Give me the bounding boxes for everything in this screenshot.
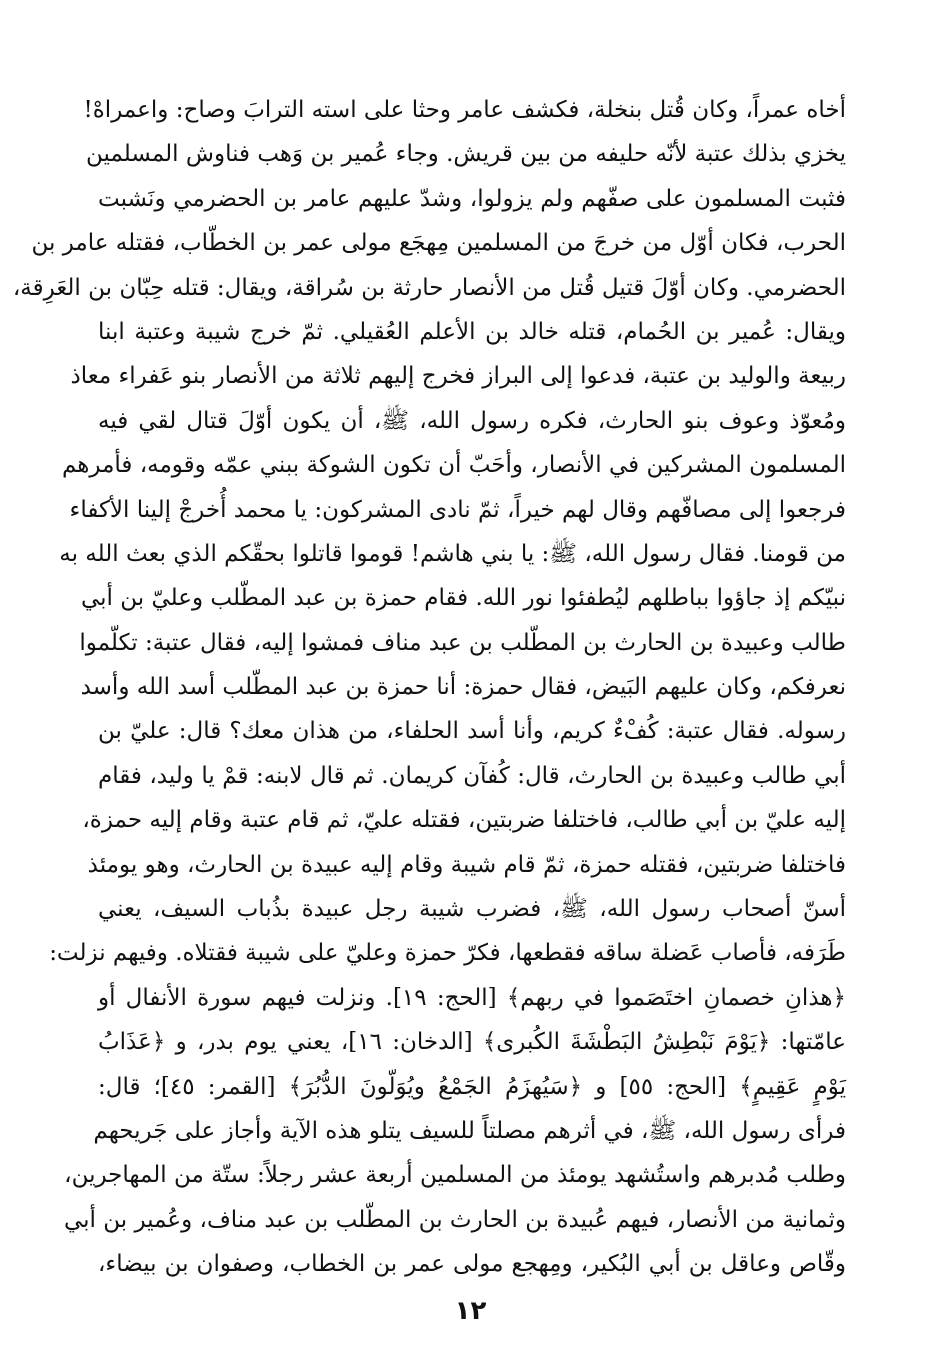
text-line: أبي طالب وعبيدة بن الحارث، قال: كُفآن كريمان. ثم قال لابنه: قمْ يا وليد، فقام bbox=[98, 762, 846, 789]
text-line: الحرب، فكان أوّل من خرجَ من المسلمين مِهجَع مولى عمر بن الخطّاب، فقتله عامر بن bbox=[31, 230, 846, 257]
quran-verse-line: ﴿هذانِ خصمانِ اختَصَموا في ربهم﴾ [الحج: ١٩]. ونزلت فيهم سورة الأنفال أو bbox=[98, 984, 847, 1011]
text-line: من قومنا. فقال رسول الله، ﷺ: يا بني هاشم! قوموا قاتلوا بحقّكم الذي بعث الله به bbox=[59, 540, 846, 567]
text-line: فرأى رسول الله، ﷺ، في أثرهم مصلتاً للسيف يتلو هذه الآية وأجاز على جَريحهم bbox=[93, 1117, 846, 1144]
text-line: ومُعوّذ وعوف بنو الحارث، فكره رسول الله، ﷺ، أن يكون أوّلَ قتال لقي فيه bbox=[98, 407, 846, 434]
text-line: فثبت المسلمون على صفّهم ولم يزولوا، وشدّ عليهم عامر بن الحضرمي ونَشبت bbox=[98, 185, 846, 212]
quran-verse-line: عامّتها: ﴿يَوْمَ نَبْطِشُ البَطْشَةَ الكُبرى﴾ [الدخان: ١٦]، يعني يوم بدر، و ﴿عَذَابُ bbox=[98, 1029, 846, 1056]
body-text bbox=[12, 88, 847, 1287]
text-line: أسنّ أصحاب رسول الله، ﷺ، فضرب شيبة رجل عبيدة بذُباب السيف، يعني bbox=[98, 896, 846, 923]
text-line: طَرَفه، فأصاب عَضلة ساقه فقطعها، فكرّ حمزة وعليّ على شيبة فقتلاه. وفيهم نزلت: bbox=[49, 940, 846, 967]
text-line: أخاه عمراً، وكان قُتل بنخلة، فكشف عامر وحثا على استه الترابَ وصاح: واعمراهْ! bbox=[83, 97, 846, 123]
text-line: طالب وعبيدة بن الحارث بن المطّلب بن عبد مناف فمشوا إليه، فقال عتبة: تكلّموا bbox=[79, 629, 846, 656]
page-number: ١٢ bbox=[454, 1296, 487, 1326]
text-line: وطلب مُدبرهم واستُشهد يومئذ من المسلمين أربعة عشر رجلاً: ستّة من المهاجرين، bbox=[64, 1162, 846, 1189]
text-line: وقّاص وعاقل بن أبي البُكير، ومِهجع مولى عمر بن الخطاب، وصفوان بن بيضاء، bbox=[98, 1251, 846, 1278]
text-line: الحضرمي. وكان أوّلَ قتيل قُتل من الأنصار حارثة بن سُراقة، ويقال: قتله حِبّان بن العَرِقة، bbox=[12, 274, 846, 301]
text-line: ويقال: عُمير بن الحُمام، قتله خالد بن الأعلم العُقيلي. ثمّ خرج شيبة وعتبة ابنا bbox=[98, 318, 846, 345]
text-line: وثمانية من الأنصار، فيهم عُبيدة بن الحارث بن المطّلب بن عبد مناف، وعُمير بن أبي bbox=[63, 1206, 846, 1233]
text-line: المسلمون المشركين في الأنصار، وأحَبّ أن تكون الشوكة ببني عمّه وقومه، فأمرهم bbox=[61, 452, 846, 479]
text-line: يخزي بذلك عتبة لأنّه حليفه من بين قريش. وجاء عُمير بن وَهب فناوش المسلمين bbox=[86, 141, 846, 168]
text-line: نبيّكم إذ جاؤوا بباطلهم ليُطفئوا نور الله. فقام حمزة بن عبد المطّلب وعليّ بن أبي bbox=[80, 585, 846, 612]
text-line: نعرفكم، وكان عليهم البَيض، فقال حمزة: أنا حمزة بن عبد المطّلب أسد الله وأسد bbox=[80, 674, 846, 701]
text-line: إليه عليّ بن أبي طالب، فاختلفا ضربتين، فقتله عليّ، ثم قام عتبة وقام إليه حمزة، bbox=[82, 807, 846, 834]
text-line: ربيعة والوليد بن عتبة، فدعوا إلى البراز فخرج إليهم ثلاثة من الأنصار بنو عَفراء معاذ bbox=[70, 363, 846, 390]
text-line: رسوله. فقال عتبة: كُفْءٌ كريم، وأنا أسد الحلفاء، من هذان معك؟ قال: عليّ بن bbox=[98, 718, 846, 745]
quran-verse-line: يَوْمٍ عَقِيمٍ﴾ [الحج: ٥٥] و ﴿سَيُهزَمُ الجَمْعُ ويُوَلّونَ الدُّبُرَ﴾ [القمر: ٤٥]؛ قال: bbox=[98, 1073, 846, 1100]
text-line: فرجعوا إلى مصافّهم وقال لهم خيراً، ثمّ نادى المشركون: يا محمد أُخرجْ إلينا الأكفاء bbox=[69, 496, 846, 523]
text-line: فاختلفا ضربتين، فقتله حمزة، ثمّ قام شيبة وقام إليه عبيدة بن الحارث، وهو يومئذ bbox=[87, 851, 846, 878]
